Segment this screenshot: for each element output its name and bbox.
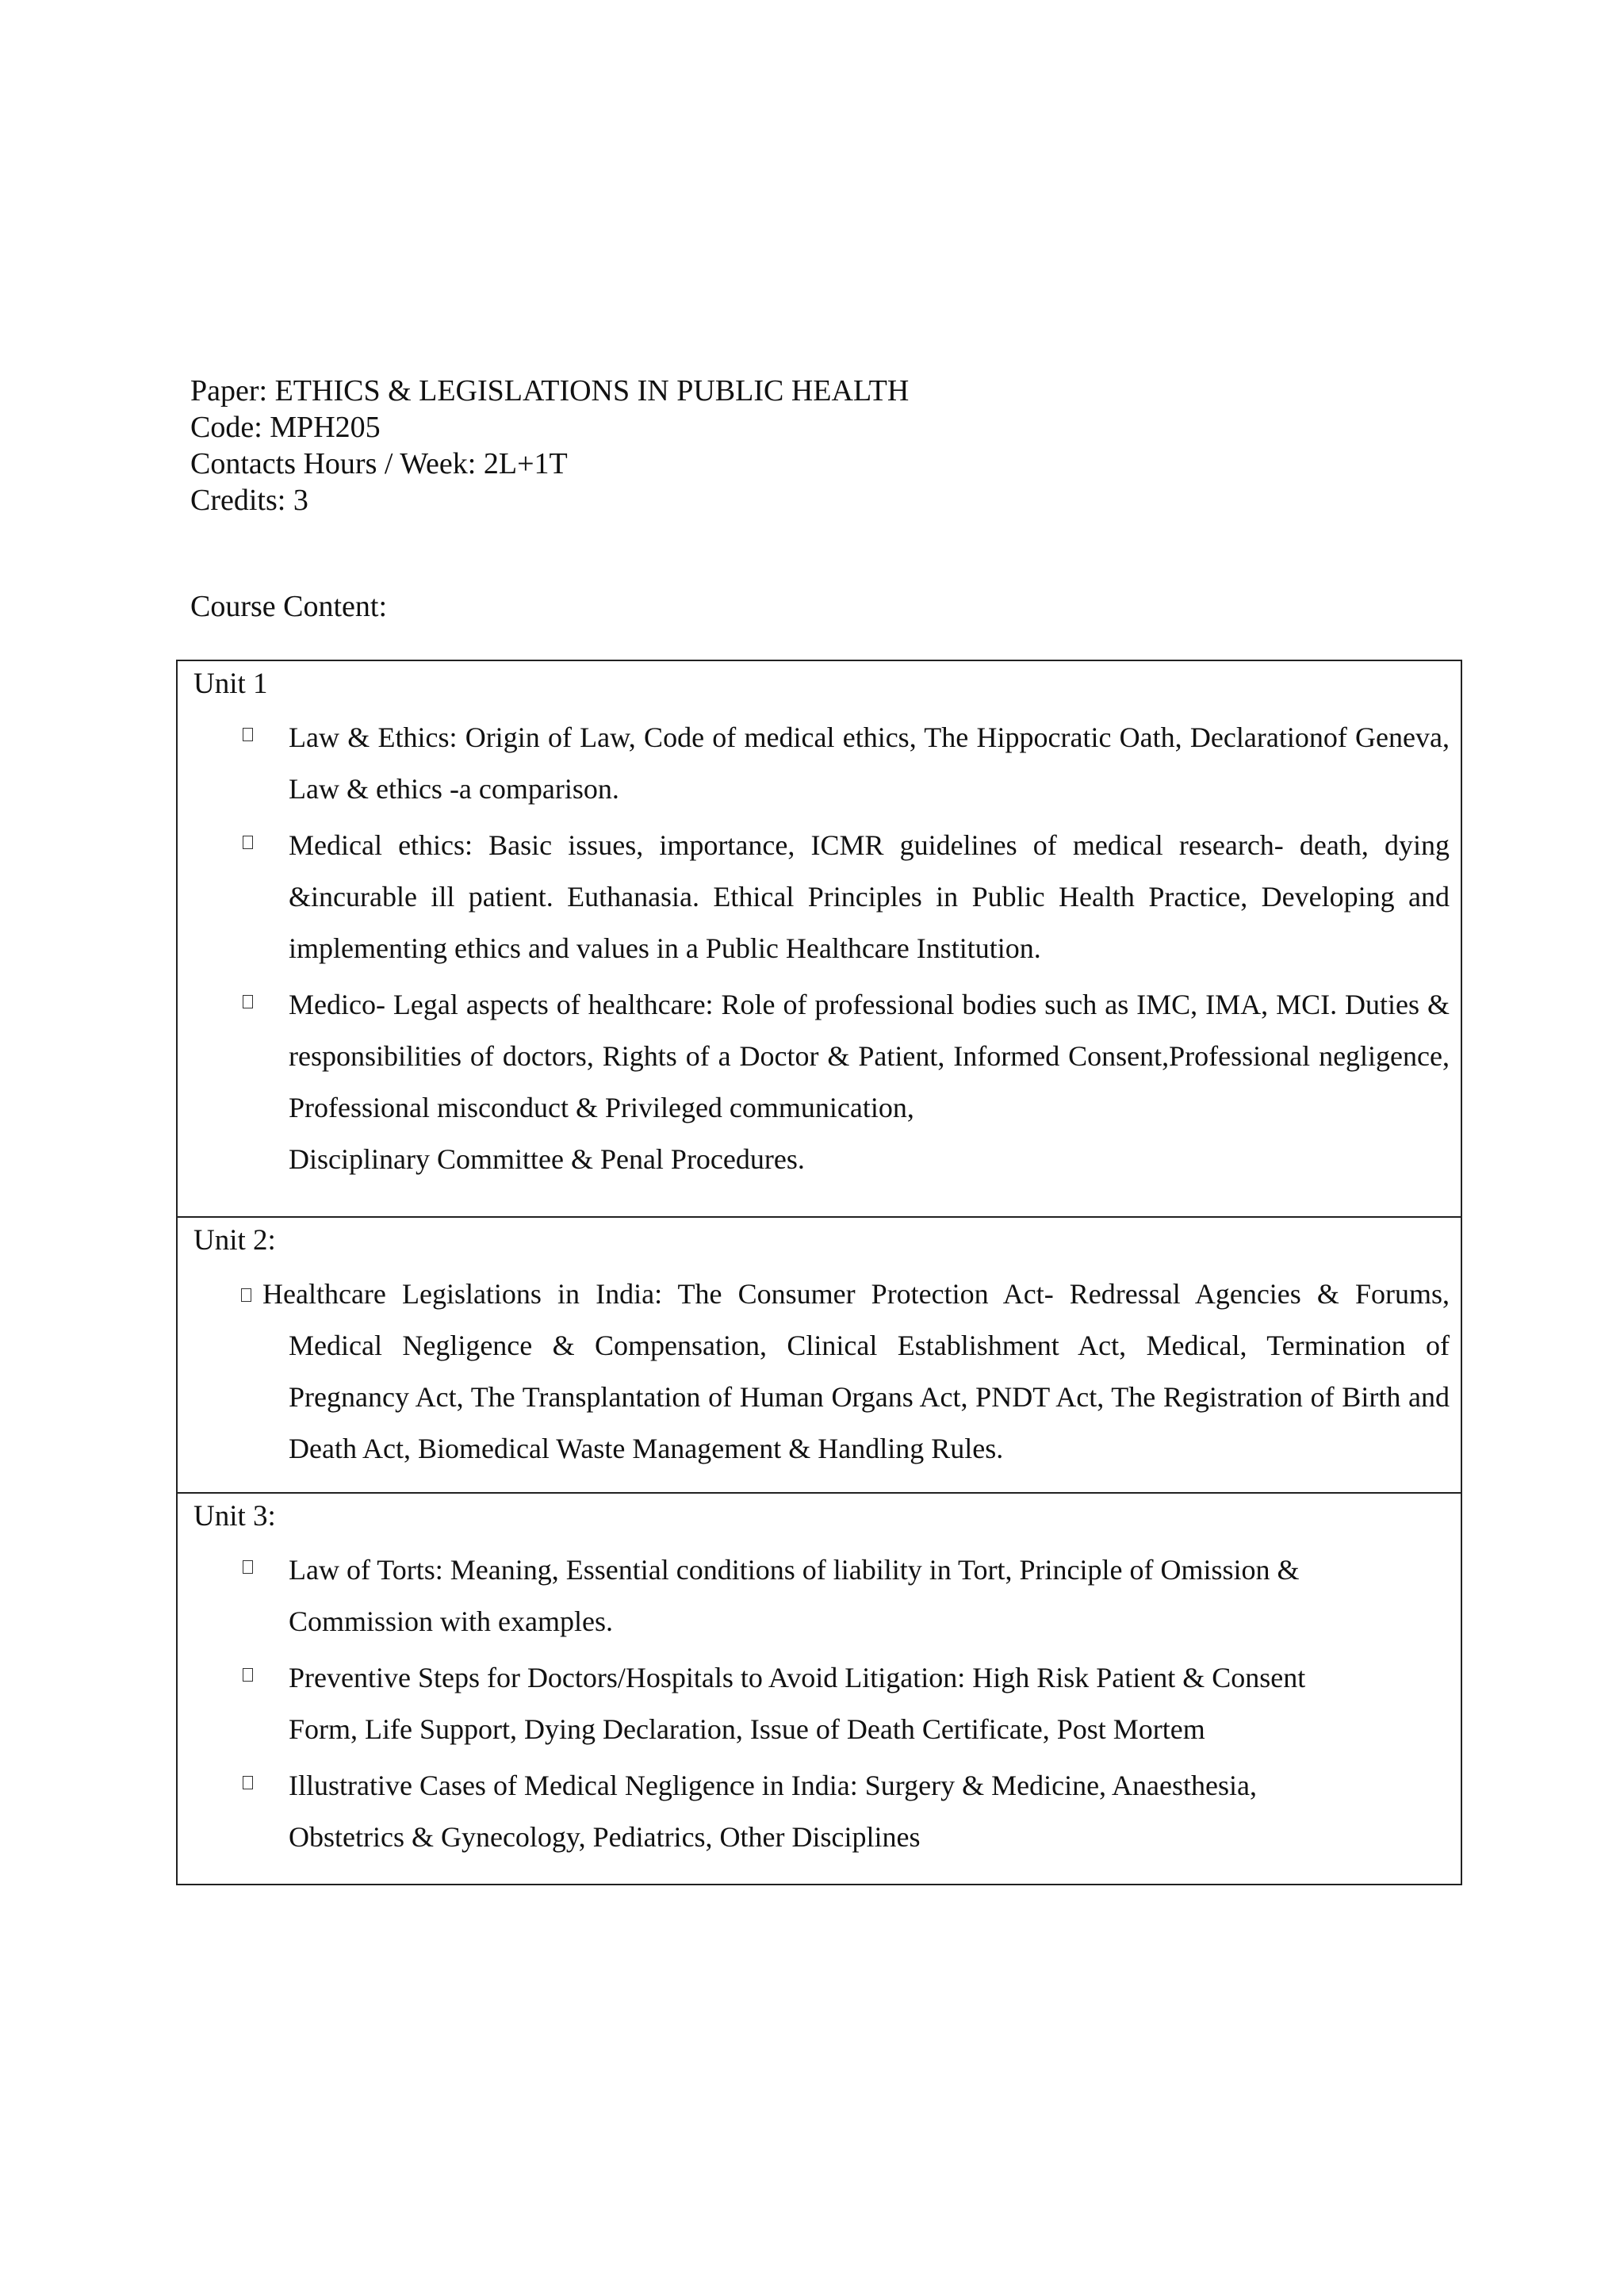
unit-title: Unit 1 — [193, 668, 268, 700]
list-item-text: Medico- Legal aspects of healthcare: Role of professional bodies such as IMC, IMA, MCI. Duties & responsibilities of doctors, Rights of a Doctor & Patient, Informed Consent,Professional negligence, Professional misconduct & Privileged communication, — [289, 989, 1450, 1123]
list-item — [178, 712, 1461, 815]
unit-body — [178, 1269, 1461, 1479]
list-item — [241, 1269, 1450, 1475]
unit-1-section — [178, 661, 1461, 1216]
list-item — [178, 1544, 1461, 1647]
list-item — [178, 1652, 1461, 1755]
square-bullet-icon — [243, 1560, 253, 1574]
unit-2-section — [178, 1216, 1461, 1492]
list-item-text: Preventive Steps for Doctors/Hospitals to Avoid Litigation: High Risk Patient & Consent Form, Life Support, Dying Declaration, Issue of Death Certificate, Post Mortem — [289, 1662, 1306, 1745]
list-item-content: Healthcare Legislations in India: The Consumer Protection Act- Redressal Agencies & Forums, Medical Negligence & Compensation, Clinical Establishment Act, Medical, Termination of Pregnancy Act, The Transplantation of Human Organs Act, PNDT Act, The Registration of Birth and Death Act, Biomedical Waste Management & Handling Rules. — [262, 1278, 1450, 1464]
list-item-text: Law & Ethics: Origin of Law, Code of medical ethics, The Hippocratic Oath, Declarationof Geneva, Law & ethics -a comparison. — [289, 721, 1450, 805]
square-bullet-icon — [243, 1668, 253, 1682]
list-item — [178, 979, 1461, 1185]
course-code: Code: MPH205 — [190, 411, 381, 444]
square-bullet-icon — [243, 995, 253, 1008]
unit-title: Unit 2: — [193, 1224, 276, 1257]
unit-body — [178, 712, 1461, 1190]
course-content-label: Course Content: — [190, 590, 388, 623]
paper-title: Paper: ETHICS & LEGISLATIONS IN PUBLIC HEALTH — [190, 374, 910, 408]
square-bullet-icon — [243, 728, 253, 741]
list-item-text: Medical ethics: Basic issues, importance, ICMR guidelines of medical research- death, dying &incurable ill patient. Euthanasia. Ethical Principles in Public Health Practice, Developing and implementing ethics and values in a Public Healthcare Institution. — [289, 829, 1450, 964]
unit-body — [178, 1544, 1461, 1868]
contact-hours: Contacts Hours / Week: 2L+1T — [190, 447, 568, 480]
unit-title: Unit 3: — [193, 1500, 276, 1533]
course-content-table — [176, 660, 1462, 1885]
list-item-text — [241, 1269, 1450, 1475]
unit-3-section — [178, 1492, 1461, 1884]
course-header — [190, 373, 909, 519]
square-bullet-icon — [243, 1776, 253, 1789]
credits: Credits: 3 — [190, 484, 308, 517]
square-bullet-icon — [243, 836, 253, 849]
list-item-continuation: Disciplinary Committee & Penal Procedures. — [289, 1143, 805, 1175]
list-item — [178, 1760, 1461, 1863]
list-item-text: Illustrative Cases of Medical Negligence in India: Surgery & Medicine, Anaesthesia, Obstetrics & Gynecology, Pediatrics, Other Disciplines — [289, 1770, 1257, 1853]
list-item — [178, 820, 1461, 974]
list-item-text: Law of Torts: Meaning, Essential conditions of liability in Tort, Principle of Omission & Commission with examples. — [289, 1554, 1300, 1637]
square-bullet-icon — [241, 1288, 251, 1302]
